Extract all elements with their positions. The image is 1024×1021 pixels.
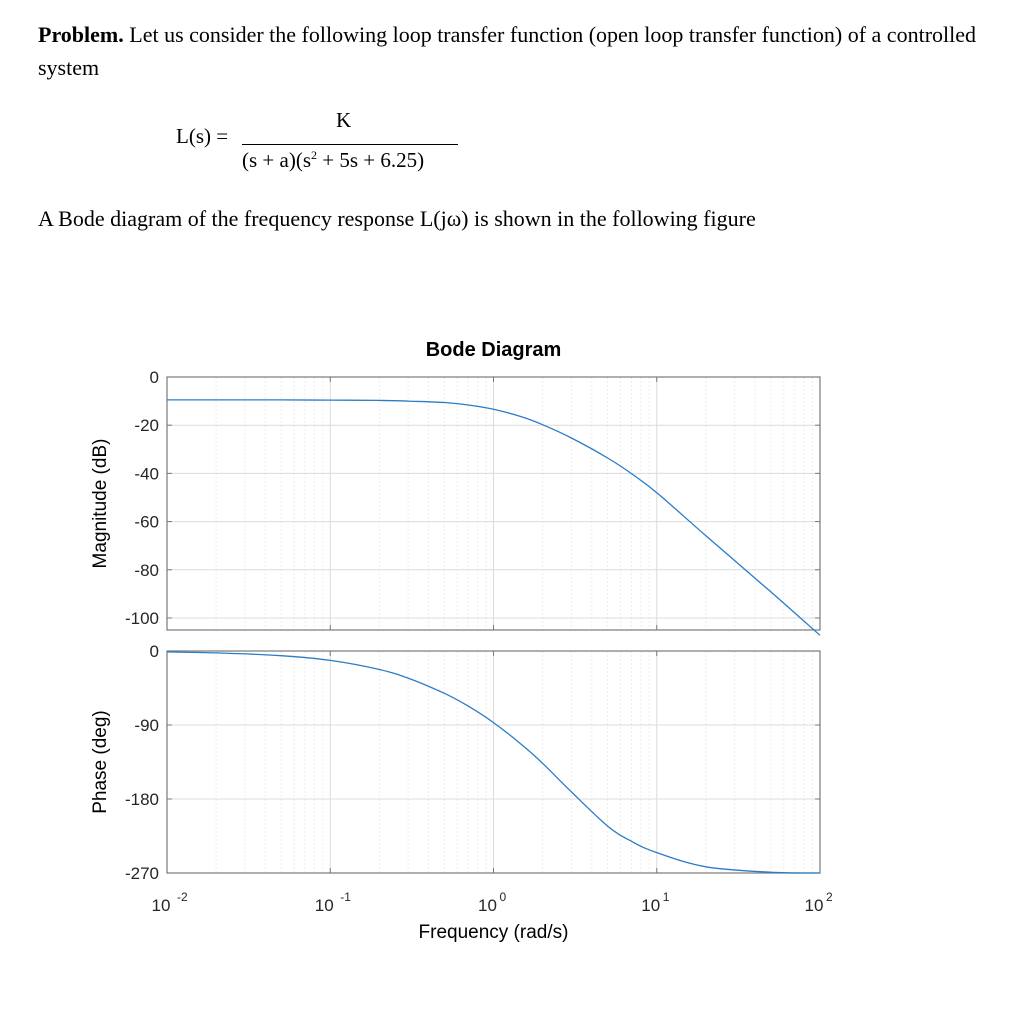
phase-y-tick-label: -90 [134, 716, 159, 735]
x-tick-label: 10 [804, 896, 824, 915]
x-tick-label: 10 [641, 896, 661, 915]
x-tick-exponent: 1 [662, 890, 670, 904]
denominator-factor-2-open: (s [295, 148, 311, 172]
x-axis-label: Frequency (rad/s) [418, 922, 569, 943]
magnitude-y-tick-label: -40 [134, 464, 159, 484]
sentence-expr: L(jω) [419, 206, 469, 231]
phase-y-tick-label: -270 [124, 864, 159, 883]
x-tick-exponent: 2 [826, 890, 833, 904]
magnitude-y-tick-label: -20 [134, 416, 159, 436]
x-tick-label: 10 [151, 896, 171, 915]
magnitude-y-tick-label: -100 [124, 608, 159, 628]
sentence-before: A Bode diagram of the frequency response [38, 206, 420, 231]
problem-text: Let us consider the following loop transfer function (open loop transfer function) of a controlled system [38, 22, 977, 80]
equation-numerator: K [336, 108, 352, 132]
equation-lhs: L(s) = [176, 124, 229, 148]
x-tick-exponent: -2 [177, 890, 188, 904]
phase-y-tick-label: -180 [124, 790, 159, 809]
x-tick-label: 10 [478, 896, 497, 915]
magnitude-y-tick-label: 0 [149, 368, 159, 387]
problem-label: Problem. [38, 22, 124, 47]
phase-y-axis-label: Phase (deg) [90, 710, 111, 814]
x-tick-exponent: 0 [499, 890, 507, 904]
magnitude-y-tick-label: -80 [134, 560, 159, 580]
x-tick-label: 10 [314, 896, 334, 915]
denominator-factor-1: (s + a) [242, 148, 296, 172]
denominator-exponent: 2 [311, 148, 317, 162]
magnitude-y-axis-label: Magnitude (dB) [90, 438, 111, 569]
denominator-factor-2-rest: + 5s + 6.25) [317, 148, 425, 172]
sentence-after: is shown in the following figure [468, 206, 756, 231]
phase-y-tick-label: 0 [149, 642, 159, 661]
magnitude-y-tick-label: -60 [134, 512, 159, 532]
chart-title: Bode Diagram [425, 339, 562, 361]
x-tick-exponent: -1 [340, 890, 351, 904]
